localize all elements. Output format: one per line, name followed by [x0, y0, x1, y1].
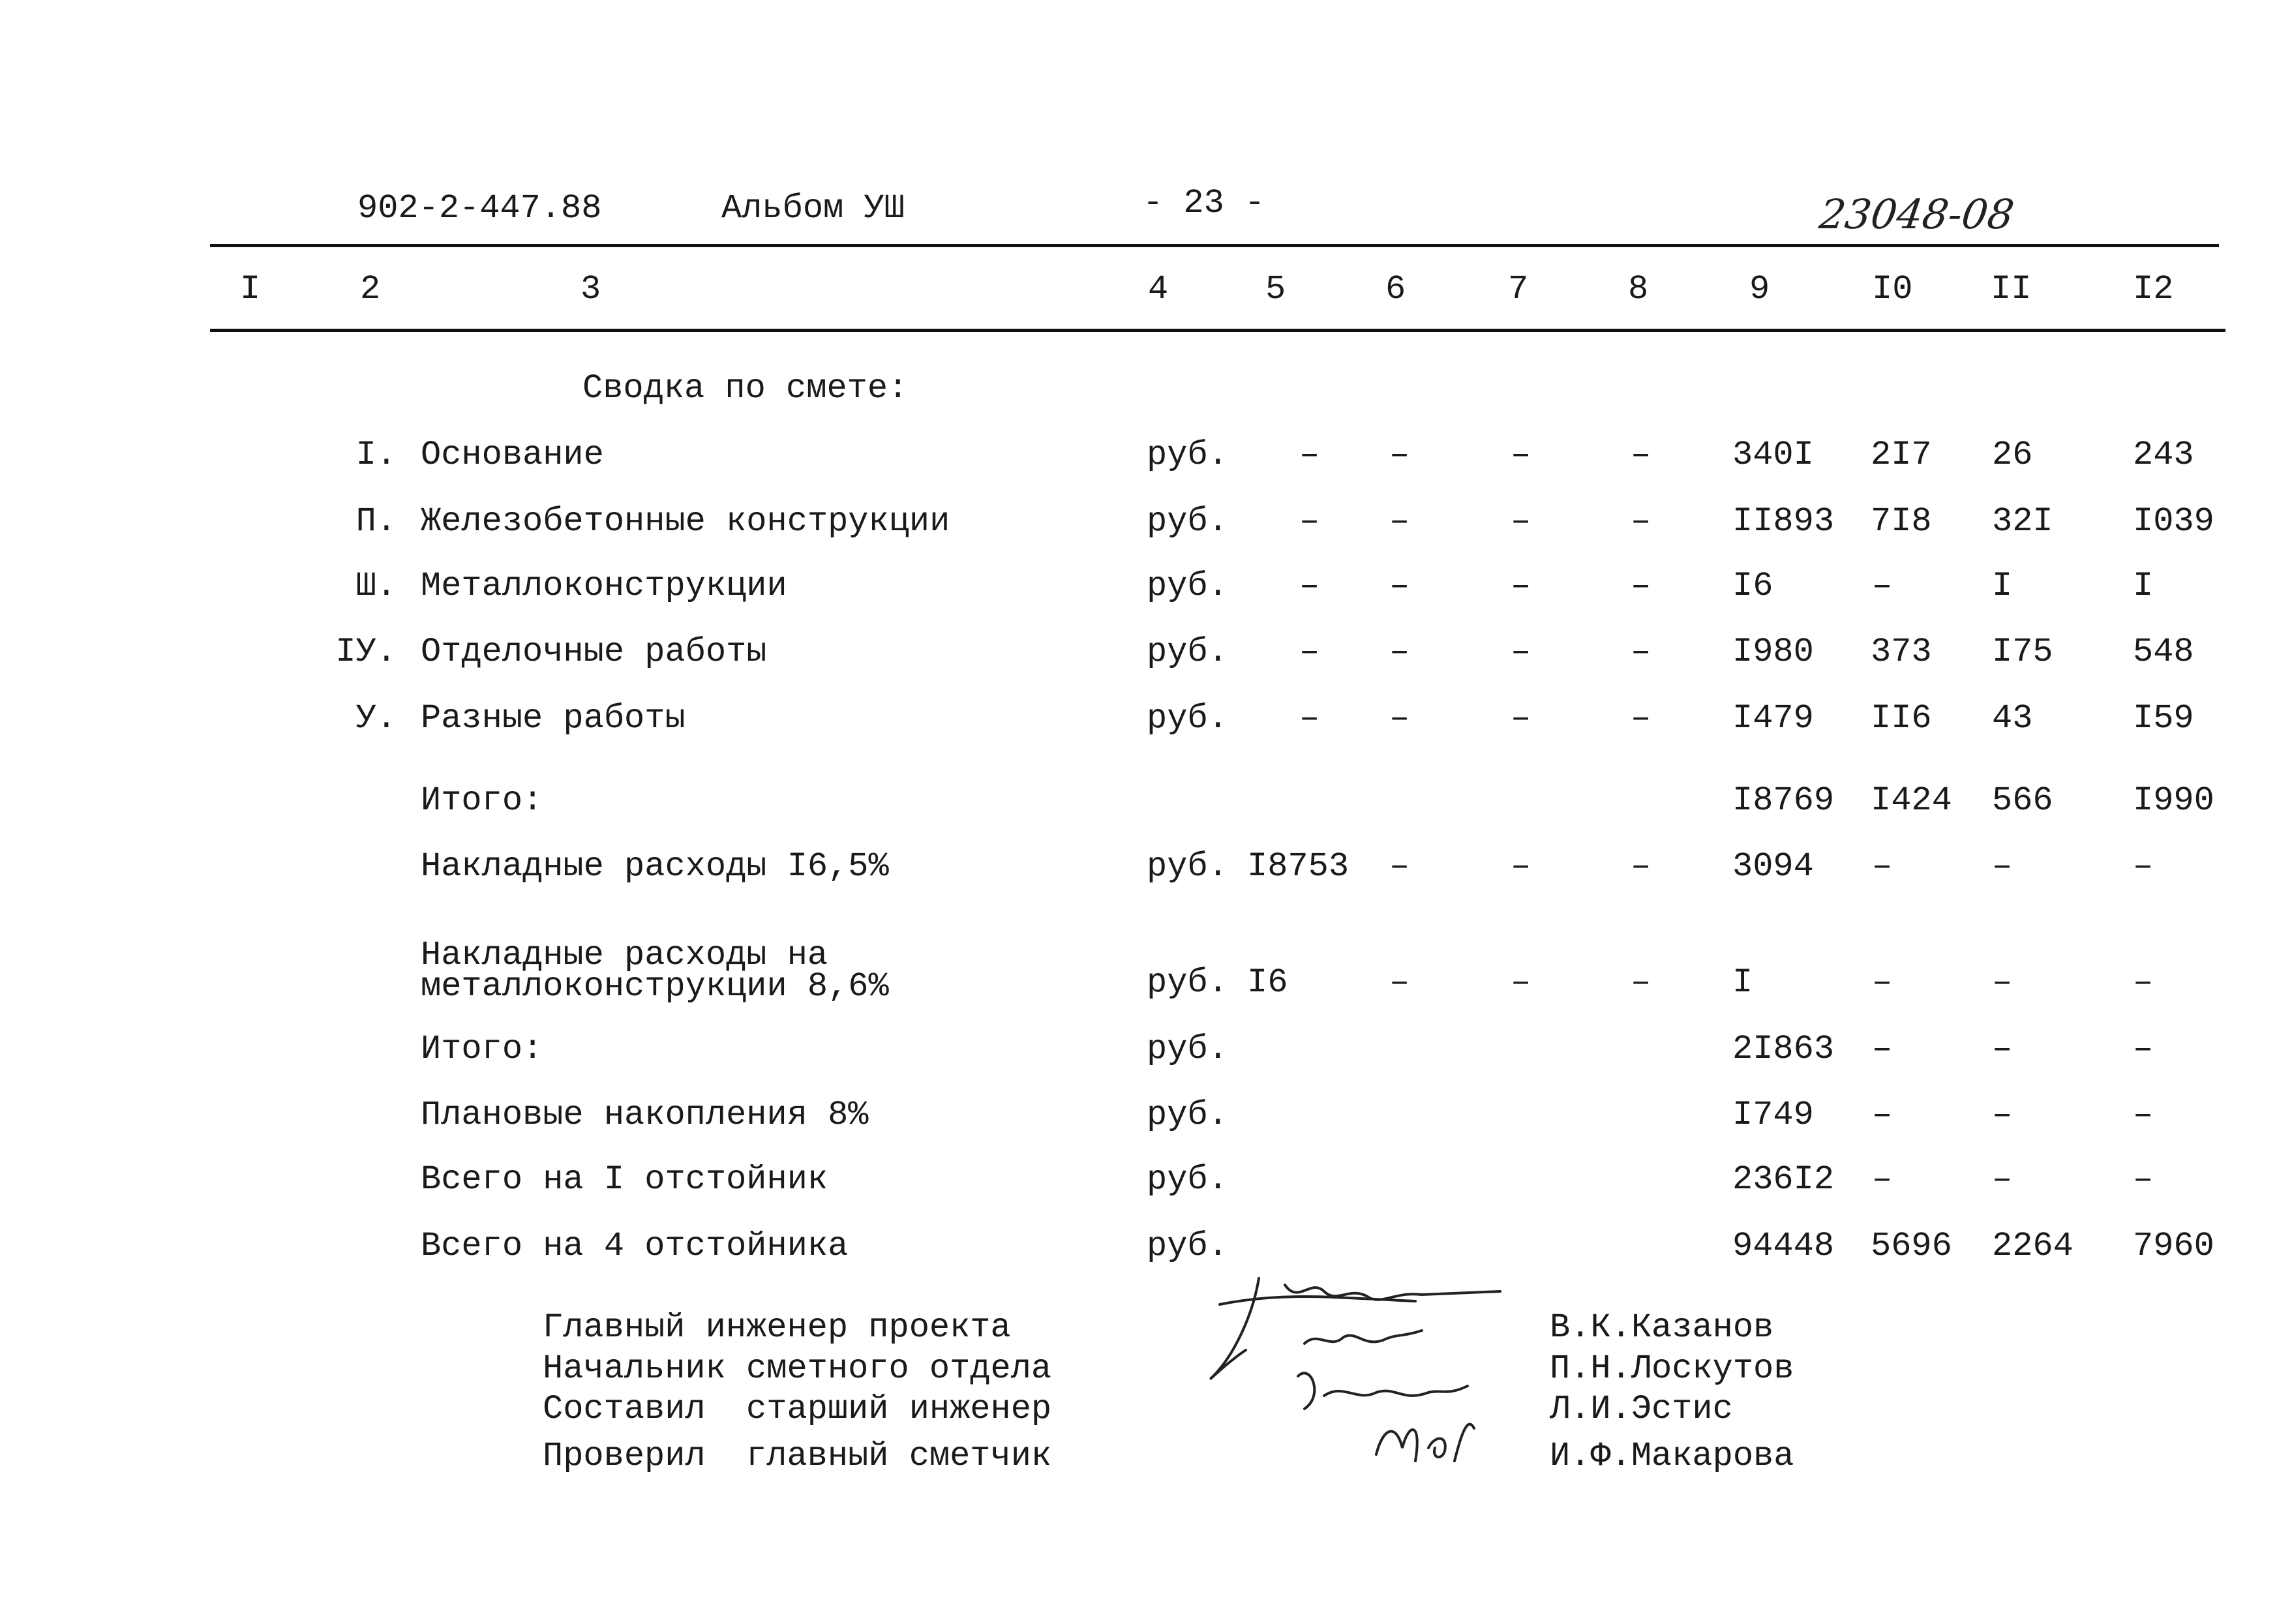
value-cell-10: II6 [1871, 699, 1932, 738]
value-cell-5: – [1299, 699, 1320, 738]
value-cell-12: 548 [2133, 633, 2194, 671]
value-cell-11: 26 [1992, 436, 2033, 474]
column-number: I0 [1872, 270, 1913, 308]
value-cell-8: – [1631, 436, 1651, 474]
signatory-role: Проверил главный сметчик [543, 1437, 1052, 1475]
signatory-name: П.Н.Лоскутов [1550, 1349, 1794, 1388]
value-cell-10: 373 [1871, 633, 1932, 671]
column-number: I [240, 270, 261, 308]
signatory-role: Составил старший инженер [543, 1390, 1052, 1428]
section-title: Сводка по смете: [582, 369, 909, 408]
value-cell-9: I479 [1732, 699, 1814, 738]
unit-cell: руб. [1147, 963, 1228, 1002]
row-name: Всего на 4 отстойника [421, 1227, 849, 1265]
value-cell-10: I424 [1871, 781, 1952, 820]
value-cell-10: 7I8 [1871, 502, 1932, 541]
value-cell-11: 566 [1992, 781, 2053, 820]
value-cell-9: II893 [1732, 502, 1835, 541]
value-cell-7: – [1511, 567, 1531, 605]
value-cell-10: – [1872, 847, 1893, 886]
value-cell-11: I [1992, 567, 2013, 605]
unit-cell: руб. [1147, 1227, 1228, 1265]
unit-cell: руб. [1147, 1030, 1228, 1068]
value-cell-7: – [1511, 436, 1531, 474]
value-cell-10: – [1872, 567, 1893, 605]
column-number: 2 [360, 270, 381, 308]
header-rule [210, 329, 2225, 332]
signatory-role: Главный инженер проекта [543, 1308, 1011, 1347]
handwritten-number: 23048-08 [1816, 190, 2017, 238]
value-cell-9: I8769 [1732, 781, 1835, 820]
value-cell-6: – [1389, 567, 1410, 605]
row-name: Металлоконструкции [421, 567, 787, 605]
value-cell-6: – [1389, 633, 1410, 671]
value-cell-11: – [1992, 1096, 2013, 1134]
value-cell-10: – [1872, 1096, 1893, 1134]
value-cell-9: I980 [1732, 633, 1814, 671]
unit-cell: руб. [1147, 567, 1228, 605]
row-number: У. [355, 699, 397, 738]
unit-cell: руб. [1147, 699, 1228, 738]
value-cell-6: – [1389, 436, 1410, 474]
unit-cell: руб. [1147, 633, 1228, 671]
value-cell-11: – [1992, 963, 2013, 1002]
signatory-role: Начальник сметного отдела [543, 1349, 1052, 1388]
value-cell-8: – [1631, 847, 1651, 886]
column-number: 8 [1628, 270, 1649, 308]
value-cell-11: – [1992, 1160, 2013, 1199]
value-cell-9: 236I2 [1732, 1160, 1835, 1199]
value-cell-9: 3094 [1732, 847, 1814, 886]
row-name: Отделочные работы [421, 633, 767, 671]
value-cell-8: – [1631, 963, 1651, 1002]
row-name: Железобетонные конструкции [421, 502, 950, 541]
value-cell-9: I6 [1732, 567, 1773, 605]
unit-cell: руб. [1147, 847, 1228, 886]
value-cell-11: – [1992, 1030, 2013, 1068]
value-cell-8: – [1631, 502, 1651, 541]
column-number: II [1991, 270, 2032, 308]
row-name: Всего на I отстойник [421, 1160, 828, 1199]
value-cell-12: I039 [2133, 502, 2214, 541]
value-cell-12: – [2133, 1030, 2154, 1068]
value-cell-8: – [1631, 633, 1651, 671]
value-cell-9: 94448 [1732, 1227, 1835, 1265]
value-cell-10: – [1872, 1030, 1893, 1068]
column-number: 3 [581, 270, 601, 308]
value-cell-9: 340I [1732, 436, 1814, 474]
value-cell-10: 2I7 [1871, 436, 1932, 474]
column-number: 6 [1385, 270, 1406, 308]
unit-cell: руб. [1147, 1160, 1228, 1199]
handwritten-signatures [1207, 1265, 1520, 1487]
value-cell-6: – [1389, 699, 1410, 738]
value-cell-11: – [1992, 847, 2013, 886]
value-cell-12: I [2133, 567, 2154, 605]
value-cell-9: I [1732, 963, 1753, 1002]
column-number: 5 [1265, 270, 1286, 308]
value-cell-11: 2264 [1992, 1227, 2073, 1265]
value-cell-5: – [1299, 567, 1320, 605]
value-cell-12: – [2133, 847, 2154, 886]
value-cell-7: – [1511, 633, 1531, 671]
album-label: Альбом УШ [721, 189, 905, 228]
signatory-name: В.К.Казанов [1550, 1308, 1774, 1347]
value-cell-9: I749 [1732, 1096, 1814, 1134]
value-cell-11: 32I [1992, 502, 2053, 541]
signatory-name: Л.И.Эстис [1550, 1390, 1733, 1428]
value-cell-12: I59 [2133, 699, 2194, 738]
value-cell-12: – [2133, 963, 2154, 1002]
row-name: Накладные расходы на металлоконструкции 8,6% [421, 936, 889, 1006]
unit-cell: руб. [1147, 1096, 1228, 1134]
row-name: Накладные расходы I6,5% [421, 847, 889, 886]
value-cell-11: 43 [1992, 699, 2033, 738]
row-number: П. [355, 502, 397, 541]
document-code: 902-2-447.88 [357, 189, 602, 228]
column-number: 7 [1508, 270, 1529, 308]
column-number: I2 [2133, 270, 2174, 308]
value-cell-8: – [1631, 699, 1651, 738]
value-cell-6: – [1389, 847, 1410, 886]
value-cell-12: – [2133, 1096, 2154, 1134]
signatory-name: И.Ф.Макарова [1550, 1437, 1794, 1475]
value-cell-10: 5696 [1871, 1227, 1952, 1265]
value-cell-12: 243 [2133, 436, 2194, 474]
value-cell-12: I990 [2133, 781, 2214, 820]
value-cell-7: – [1511, 699, 1531, 738]
value-cell-12: – [2133, 1160, 2154, 1199]
value-cell-5: – [1299, 436, 1320, 474]
column-number: 9 [1749, 270, 1770, 308]
value-cell-11: I75 [1992, 633, 2053, 671]
row-name: Итого: [421, 1030, 543, 1068]
column-number: 4 [1148, 270, 1169, 308]
value-cell-10: – [1872, 1160, 1893, 1199]
value-cell-9: 2I863 [1732, 1030, 1835, 1068]
value-cell-10: – [1872, 963, 1893, 1002]
unit-cell: руб. [1147, 502, 1228, 541]
value-cell-7: – [1511, 963, 1531, 1002]
page-number: - 23 - [1143, 184, 1265, 222]
unit-cell: руб. [1147, 436, 1228, 474]
value-cell-6: – [1389, 502, 1410, 541]
value-cell-6: – [1389, 963, 1410, 1002]
value-cell-7: – [1511, 847, 1531, 886]
top-rule [210, 244, 2219, 247]
value-cell-8: – [1631, 567, 1651, 605]
value-cell-5: – [1299, 502, 1320, 541]
value-cell-5: – [1299, 633, 1320, 671]
row-name: Плановые накопления 8% [421, 1096, 869, 1134]
row-number: Ш. [355, 567, 397, 605]
value-cell-5: I8753 [1247, 847, 1350, 886]
value-cell-5: I6 [1247, 963, 1288, 1002]
value-cell-12: 7960 [2133, 1227, 2214, 1265]
value-cell-7: – [1511, 502, 1531, 541]
row-number: I. [355, 436, 397, 474]
row-number: IУ. [335, 633, 397, 671]
row-name: Разные работы [421, 699, 686, 738]
row-name: Основание [421, 436, 604, 474]
row-name: Итого: [421, 781, 543, 820]
